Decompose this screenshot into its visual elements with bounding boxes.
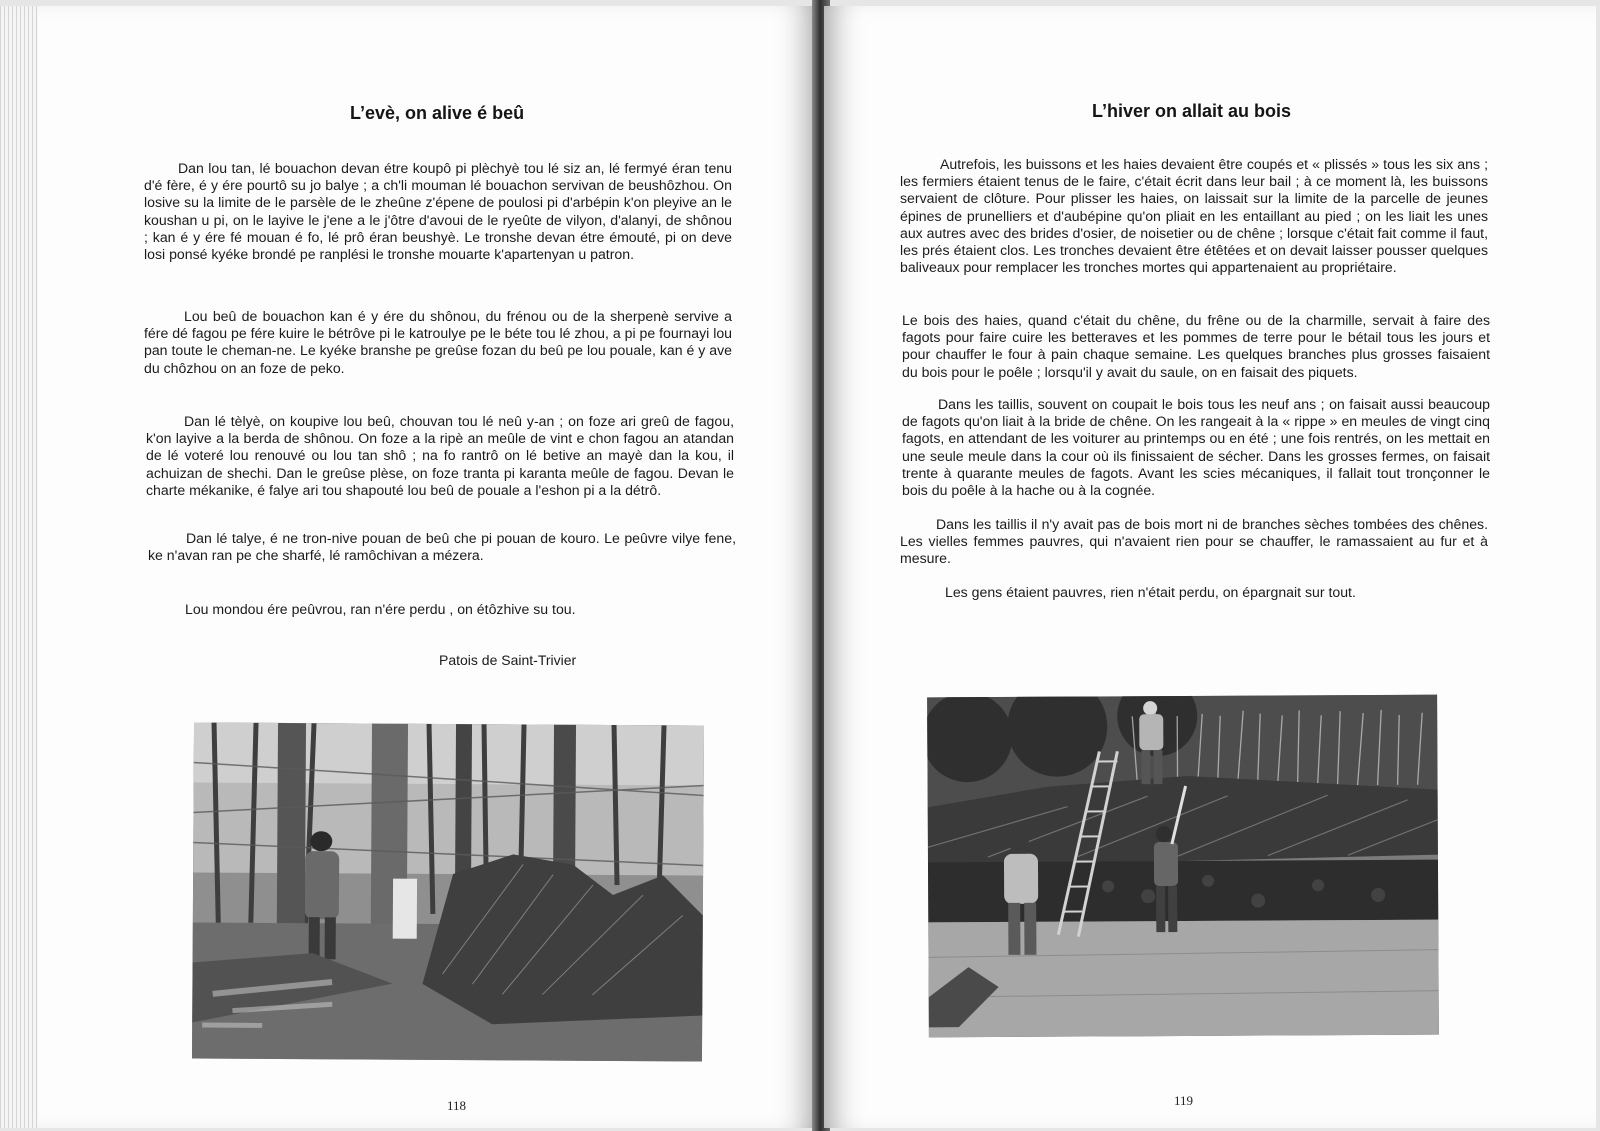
page-edge-stack [0,6,38,1128]
left-paragraph-2: Lou beû de bouachon kan é y ére du shônou, du frénou ou de la sherpenè servive a fére dé fagou pe fére kuire le bétrôve pi le katroulye pe le béte tou lé zhou, a pi pe fournayi lou pan toute le cheman-ne. Le kyéke branshe pe greûse fozan du beû pe lou pouale, kan é y ave du chôzhou on an foze de peko. [144,308,732,376]
left-paragraph-3: Dan lé tèlyè, on koupive lou beû, chouvan tou lé neû y-an ; on foze ari greû de fagou, k'on layive a la berda de shônou. On foze a la ripè an meûle de vint e chon fagou an atandan de lé voteré lou renouvé ou lou tan shô ; na fo rantrô on lé betive an mayè dan la kou, il achuizan de shechi. Dan le greûse plèse, on foze tranta pi karanta meûle de fagou. Devan le charte mékanike, é falye ari tou shapouté lou beû de pouale a l'eshon pi a la détrô. [146,413,734,498]
right-paragraph-2: Le bois des haies, quand c'était du chêne, du frêne ou de la charmille, servait à faire des fagots pour faire cuire les betteraves et les pommes de terre pour le bétail tous les jours et pour chauffer le four à pain chaque semaine. Les quelques branches plus grosses faisaient du bois pour le poêle ; lorsqu'il y avait du saule, on en faisait des piquets. [902,312,1490,380]
hedge-laying-photo [927,695,1439,1038]
left-paragraph-5: Lou mondou ére peûvrou, ran n'ére perdu , on étôzhive su tou. [185,601,576,617]
left-page-title: L’evè, on alive é beû [350,103,525,123]
right-paragraph-1: Autrefois, les buissons et les haies devaient être coupés et « plissés » tous les six ans ; les fermiers étaient tenus de le faire, c'était écrit dans leur bail ; à ce moment là, les buissons servaient de clôture. Pour plisser les haies, on laissait sur la limite de la parcelle de jeunes épines de prunelliers et d'aubépine qu'on pliait en les entaillant au pied ; on les liait les unes aux autres avec des brides d'osier, de noisetier ou de chêne ; lorsque c'était fait comme il faut, les prés étaient clos. Les tronches devaient être étêtées et on devait laisser pousser quelques baliveaux pour remplacer les tronches mortes qui appartenaient au propriétaire. [900,156,1488,276]
hedge-photo-drawing [927,695,1439,1038]
left-paragraph-1: Dan lou tan, lé bouachon devan étre koupô pi plèchyè tou lé siz an, lé fermyé éran tenu d'é fère, é y ére pourtô su jo balye ; a ch'li mouman lé bouachon servivan de beushôzhou. On losive su la limite de le parsèle de le zheûne z'épene de poulosi pi d'arbépin k'on pleyive an le koushan u pi, on le layive le j'ene a le j'ôtre d'avoui de le ryeûte de vilyon, d'alanyi, de shônou ; kan é y ére fé mouan é fo, lé prô éran beushyè. Le tronshe devan étre émouté, pi on deve losi ponsé kyéke brondé pe ranplési le tronshe mouarte k'apartenyan u patron. [144,160,732,263]
right-page [824,6,1596,1128]
left-page [0,6,818,1128]
right-paragraph-4: Dans les taillis il n'y avait pas de bois mort ni de branches sèches tombées des chênes. Les vielles femmes pauvres, qui n'avaient rien pour se chauffer, le ramassaient au fur et à mesure. [900,516,1488,567]
right-page-title: L’hiver on allait au bois [1092,101,1292,121]
right-paragraph-5: Les gens étaient pauvres, rien n'était perdu, on épargnait sur tout. [945,584,1356,600]
left-caption: Patois de Saint-Trivier [439,652,577,668]
right-paragraph-3: Dans les taillis, souvent on coupait le bois tous les neuf ans ; on faisait aussi beaucoup de fagots qu'on liait à la bride de chêne. On les rangeait à la « rippe » en meules de vingt cinq fagots, en attendant de les voiturer au printemps ou en été ; une fois rentrés, on les mettait en une seule meule dans la cour où ils finissaient de sécher. Dans les grosses fermes, on faisait trente à quarante meules de fagots. Avant les scies mécaniques, il fallait tout tronçonner le bois du poêle à la hache ou à la cognée. [902,396,1490,499]
woodcutter-forest-photo [192,722,704,1061]
forest-photo-drawing [192,722,704,1061]
left-paragraph-4: Dan lé talye, é ne tron-nive pouan de beû che pi pouan de kouro. Le peûvre vilye fene, ke n'avan ran pe che sharfé, lé ramôchivan a mézera. [148,530,736,564]
right-page-number: 119 [1174,1093,1194,1108]
left-page-number: 118 [447,1098,467,1113]
